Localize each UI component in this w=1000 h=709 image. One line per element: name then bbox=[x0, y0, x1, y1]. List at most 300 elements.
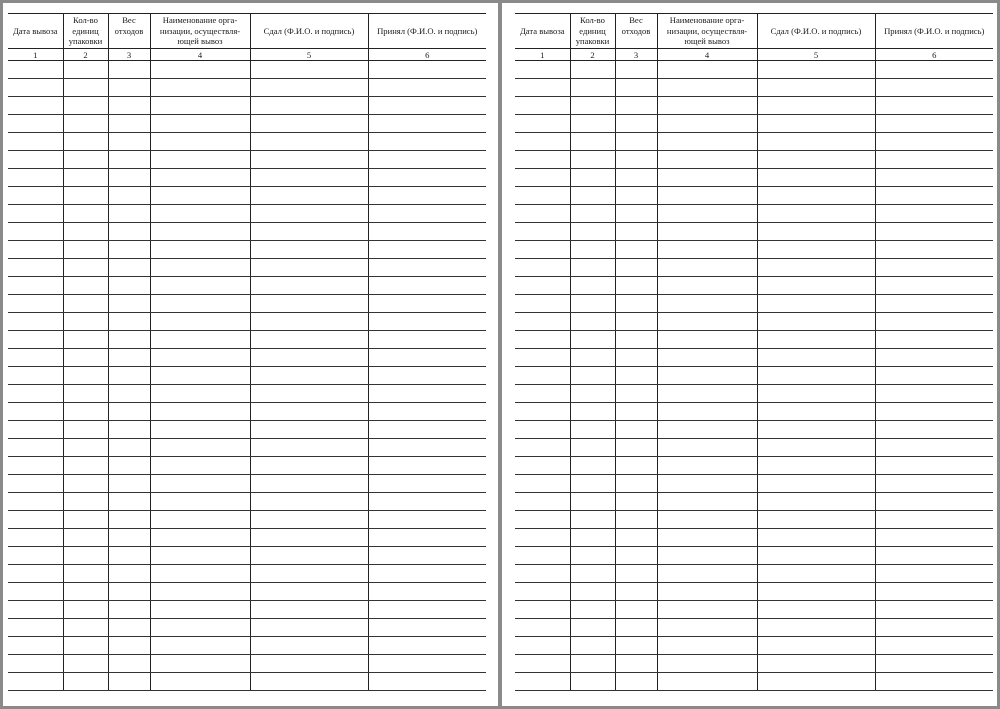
log-entry-cell bbox=[250, 223, 368, 241]
log-entry-cell bbox=[875, 349, 993, 367]
log-entry-row bbox=[515, 295, 993, 313]
log-entry-cell bbox=[515, 529, 570, 547]
log-entry-cell bbox=[368, 457, 486, 475]
log-entry-row bbox=[8, 511, 486, 529]
log-entry-row bbox=[515, 655, 993, 673]
log-entry-row bbox=[8, 61, 486, 79]
log-entry-cell bbox=[757, 475, 875, 493]
header-package-count: Кол-во единиц упаковки bbox=[570, 14, 615, 49]
log-entry-cell bbox=[8, 619, 63, 637]
log-entry-cell bbox=[250, 547, 368, 565]
log-entry-cell bbox=[63, 565, 108, 583]
log-entry-cell bbox=[250, 133, 368, 151]
log-entry-cell bbox=[63, 673, 108, 691]
column-number: 1 bbox=[515, 49, 570, 61]
log-entry-cell bbox=[757, 601, 875, 619]
log-entry-cell bbox=[368, 475, 486, 493]
log-entry-cell bbox=[8, 367, 63, 385]
log-entry-cell bbox=[250, 637, 368, 655]
log-entry-row bbox=[8, 619, 486, 637]
log-entry-cell bbox=[757, 511, 875, 529]
log-entry-cell bbox=[8, 169, 63, 187]
log-entry-cell bbox=[615, 511, 657, 529]
log-entry-cell bbox=[657, 223, 757, 241]
log-entry-cell bbox=[875, 313, 993, 331]
log-entry-cell bbox=[570, 565, 615, 583]
log-entry-cell bbox=[875, 385, 993, 403]
log-entry-row bbox=[8, 223, 486, 241]
log-entry-cell bbox=[515, 439, 570, 457]
log-entry-cell bbox=[8, 295, 63, 313]
log-entry-cell bbox=[570, 61, 615, 79]
log-entry-cell bbox=[515, 259, 570, 277]
log-entry-cell bbox=[570, 331, 615, 349]
log-entry-cell bbox=[515, 457, 570, 475]
log-entry-cell bbox=[875, 601, 993, 619]
log-entry-cell bbox=[63, 385, 108, 403]
log-entry-cell bbox=[657, 619, 757, 637]
log-entry-cell bbox=[515, 655, 570, 673]
log-entry-cell bbox=[757, 421, 875, 439]
log-entry-cell bbox=[8, 565, 63, 583]
log-entry-cell bbox=[150, 637, 250, 655]
log-entry-cell bbox=[657, 169, 757, 187]
column-number: 4 bbox=[150, 49, 250, 61]
log-entry-cell bbox=[250, 259, 368, 277]
log-entry-cell bbox=[875, 187, 993, 205]
log-entry-cell bbox=[8, 205, 63, 223]
log-entry-cell bbox=[108, 421, 150, 439]
header-waste-weight: Вес отходов bbox=[615, 14, 657, 49]
header-received: Принял (Ф.И.О. и подпись) bbox=[875, 14, 993, 49]
log-entry-cell bbox=[570, 277, 615, 295]
log-entry-cell bbox=[150, 601, 250, 619]
log-entry-row bbox=[8, 97, 486, 115]
log-entry-cell bbox=[570, 439, 615, 457]
log-entry-row bbox=[8, 403, 486, 421]
log-entry-row bbox=[8, 277, 486, 295]
log-entry-cell bbox=[657, 331, 757, 349]
log-entry-cell bbox=[615, 673, 657, 691]
header-row bbox=[8, 14, 486, 49]
log-entry-row bbox=[515, 79, 993, 97]
log-entry-row bbox=[515, 223, 993, 241]
right-page bbox=[515, 13, 993, 691]
column-number: 1 bbox=[8, 49, 63, 61]
log-entry-cell bbox=[8, 385, 63, 403]
log-entry-row bbox=[515, 115, 993, 133]
log-entry-cell bbox=[875, 475, 993, 493]
log-entry-cell bbox=[250, 349, 368, 367]
log-entry-cell bbox=[63, 133, 108, 151]
log-entry-cell bbox=[368, 79, 486, 97]
log-entry-cell bbox=[108, 133, 150, 151]
header-row bbox=[515, 14, 993, 49]
log-entry-cell bbox=[8, 97, 63, 115]
log-entry-cell bbox=[757, 565, 875, 583]
log-entry-row bbox=[8, 637, 486, 655]
log-entry-cell bbox=[8, 241, 63, 259]
log-entry-row bbox=[515, 493, 993, 511]
log-entry-cell bbox=[108, 241, 150, 259]
log-entry-cell bbox=[63, 529, 108, 547]
log-entry-cell bbox=[615, 583, 657, 601]
log-entry-cell bbox=[150, 457, 250, 475]
log-entry-row bbox=[8, 331, 486, 349]
log-entry-row bbox=[8, 601, 486, 619]
log-entry-row bbox=[8, 367, 486, 385]
log-entry-cell bbox=[250, 385, 368, 403]
log-entry-cell bbox=[250, 655, 368, 673]
log-entry-cell bbox=[8, 133, 63, 151]
page-divider bbox=[498, 0, 502, 709]
log-entry-cell bbox=[150, 205, 250, 223]
log-entry-cell bbox=[368, 205, 486, 223]
log-entry-cell bbox=[615, 367, 657, 385]
log-entry-cell bbox=[108, 529, 150, 547]
column-number: 3 bbox=[108, 49, 150, 61]
log-entry-cell bbox=[63, 601, 108, 619]
log-entry-row bbox=[8, 259, 486, 277]
log-entry-cell bbox=[570, 655, 615, 673]
log-entry-cell bbox=[108, 367, 150, 385]
log-entry-row bbox=[515, 385, 993, 403]
log-entry-cell bbox=[63, 655, 108, 673]
column-number: 5 bbox=[250, 49, 368, 61]
log-entry-cell bbox=[108, 655, 150, 673]
log-entry-cell bbox=[368, 295, 486, 313]
log-entry-cell bbox=[250, 79, 368, 97]
log-entry-cell bbox=[515, 223, 570, 241]
log-entry-cell bbox=[150, 403, 250, 421]
log-entry-cell bbox=[150, 331, 250, 349]
log-entry-row bbox=[515, 673, 993, 691]
log-entry-cell bbox=[875, 115, 993, 133]
log-entry-cell bbox=[515, 673, 570, 691]
column-number: 2 bbox=[570, 49, 615, 61]
log-entry-cell bbox=[108, 637, 150, 655]
log-entry-cell bbox=[570, 97, 615, 115]
log-entry-cell bbox=[368, 655, 486, 673]
log-entry-cell bbox=[657, 61, 757, 79]
log-entry-cell bbox=[515, 403, 570, 421]
log-entry-cell bbox=[250, 673, 368, 691]
log-entry-cell bbox=[615, 493, 657, 511]
log-entry-row bbox=[515, 529, 993, 547]
log-entry-cell bbox=[150, 439, 250, 457]
header-export-date: Дата вывоза bbox=[515, 14, 570, 49]
log-entry-cell bbox=[250, 439, 368, 457]
log-entry-cell bbox=[515, 61, 570, 79]
log-entry-cell bbox=[108, 475, 150, 493]
log-entry-cell bbox=[657, 349, 757, 367]
log-entry-cell bbox=[8, 331, 63, 349]
log-entry-cell bbox=[757, 97, 875, 115]
log-entry-cell bbox=[657, 601, 757, 619]
log-entry-cell bbox=[875, 331, 993, 349]
log-entry-cell bbox=[63, 187, 108, 205]
log-entry-cell bbox=[515, 583, 570, 601]
log-entry-cell bbox=[570, 223, 615, 241]
log-entry-row bbox=[8, 313, 486, 331]
log-entry-cell bbox=[515, 421, 570, 439]
log-entry-cell bbox=[657, 655, 757, 673]
log-entry-cell bbox=[875, 619, 993, 637]
log-entry-cell bbox=[515, 385, 570, 403]
log-entry-cell bbox=[250, 367, 368, 385]
log-entry-cell bbox=[250, 493, 368, 511]
log-entry-cell bbox=[150, 349, 250, 367]
log-entry-row bbox=[8, 475, 486, 493]
log-entry-cell bbox=[63, 277, 108, 295]
log-entry-cell bbox=[757, 187, 875, 205]
log-entry-cell bbox=[368, 97, 486, 115]
log-entry-row bbox=[8, 241, 486, 259]
log-entry-cell bbox=[368, 565, 486, 583]
column-number: 4 bbox=[657, 49, 757, 61]
log-entry-cell bbox=[63, 259, 108, 277]
log-entry-cell bbox=[108, 61, 150, 79]
log-entry-cell bbox=[250, 475, 368, 493]
log-entry-cell bbox=[615, 97, 657, 115]
log-entry-cell bbox=[63, 493, 108, 511]
log-entry-row bbox=[515, 439, 993, 457]
log-entry-cell bbox=[515, 331, 570, 349]
log-entry-cell bbox=[875, 637, 993, 655]
log-entry-cell bbox=[368, 637, 486, 655]
log-entry-cell bbox=[250, 619, 368, 637]
log-entry-cell bbox=[757, 367, 875, 385]
log-entry-row bbox=[515, 475, 993, 493]
log-entry-cell bbox=[615, 655, 657, 673]
log-entry-cell bbox=[250, 511, 368, 529]
header-handed-over: Сдал (Ф.И.О. и подпись) bbox=[250, 14, 368, 49]
log-entry-row bbox=[515, 637, 993, 655]
log-entry-cell bbox=[250, 241, 368, 259]
log-entry-cell bbox=[570, 205, 615, 223]
log-entry-cell bbox=[8, 493, 63, 511]
log-entry-cell bbox=[757, 169, 875, 187]
log-entry-row bbox=[515, 565, 993, 583]
log-entry-cell bbox=[150, 385, 250, 403]
log-entry-cell bbox=[875, 151, 993, 169]
log-entry-cell bbox=[250, 61, 368, 79]
log-entry-cell bbox=[615, 295, 657, 313]
log-entry-cell bbox=[368, 439, 486, 457]
log-entry-cell bbox=[570, 421, 615, 439]
log-entry-row bbox=[515, 601, 993, 619]
log-entry-row bbox=[515, 547, 993, 565]
log-entry-cell bbox=[150, 673, 250, 691]
log-entry-cell bbox=[515, 205, 570, 223]
log-entry-cell bbox=[63, 97, 108, 115]
log-entry-cell bbox=[108, 223, 150, 241]
log-entry-cell bbox=[108, 151, 150, 169]
log-entry-cell bbox=[250, 565, 368, 583]
log-entry-cell bbox=[615, 349, 657, 367]
log-entry-cell bbox=[108, 601, 150, 619]
column-number-row bbox=[8, 49, 486, 61]
log-entry-row bbox=[515, 457, 993, 475]
log-entry-cell bbox=[615, 475, 657, 493]
log-entry-cell bbox=[757, 133, 875, 151]
log-entry-cell bbox=[615, 331, 657, 349]
log-entry-row bbox=[515, 151, 993, 169]
log-entry-cell bbox=[150, 169, 250, 187]
log-entry-cell bbox=[8, 547, 63, 565]
log-entry-cell bbox=[570, 115, 615, 133]
log-entry-cell bbox=[368, 61, 486, 79]
log-entry-cell bbox=[250, 457, 368, 475]
log-entry-cell bbox=[757, 205, 875, 223]
log-entry-cell bbox=[368, 331, 486, 349]
log-entry-cell bbox=[570, 529, 615, 547]
log-entry-cell bbox=[108, 583, 150, 601]
log-entry-cell bbox=[8, 79, 63, 97]
log-entry-row bbox=[515, 169, 993, 187]
log-entry-cell bbox=[615, 601, 657, 619]
log-entry-cell bbox=[368, 601, 486, 619]
log-entry-row bbox=[515, 331, 993, 349]
log-entry-cell bbox=[657, 151, 757, 169]
log-entry-cell bbox=[615, 259, 657, 277]
log-entry-cell bbox=[875, 367, 993, 385]
log-entry-cell bbox=[875, 493, 993, 511]
log-entry-cell bbox=[368, 403, 486, 421]
log-entry-cell bbox=[570, 187, 615, 205]
log-entry-cell bbox=[368, 115, 486, 133]
log-entry-cell bbox=[150, 583, 250, 601]
log-entry-cell bbox=[657, 367, 757, 385]
log-entry-cell bbox=[250, 601, 368, 619]
log-entry-cell bbox=[757, 583, 875, 601]
log-entry-cell bbox=[657, 565, 757, 583]
log-entry-cell bbox=[150, 421, 250, 439]
log-entry-cell bbox=[657, 673, 757, 691]
log-entry-cell bbox=[875, 421, 993, 439]
log-entry-cell bbox=[570, 295, 615, 313]
header-waste-weight: Вес отходов bbox=[108, 14, 150, 49]
log-entry-cell bbox=[63, 79, 108, 97]
column-number: 2 bbox=[63, 49, 108, 61]
log-entry-cell bbox=[368, 187, 486, 205]
log-entry-cell bbox=[657, 529, 757, 547]
log-entry-cell bbox=[515, 79, 570, 97]
log-entry-cell bbox=[63, 511, 108, 529]
log-entry-cell bbox=[108, 385, 150, 403]
log-entry-row bbox=[8, 385, 486, 403]
log-entry-cell bbox=[615, 61, 657, 79]
log-entry-cell bbox=[615, 403, 657, 421]
log-entry-cell bbox=[757, 349, 875, 367]
log-entry-cell bbox=[108, 619, 150, 637]
log-entry-cell bbox=[757, 385, 875, 403]
log-entry-cell bbox=[515, 187, 570, 205]
log-entry-cell bbox=[63, 313, 108, 331]
log-entry-cell bbox=[515, 97, 570, 115]
log-entry-row bbox=[515, 205, 993, 223]
log-entry-cell bbox=[875, 205, 993, 223]
log-entry-cell bbox=[875, 277, 993, 295]
log-entry-cell bbox=[150, 133, 250, 151]
log-entry-cell bbox=[150, 79, 250, 97]
log-entry-row bbox=[8, 439, 486, 457]
log-entry-row bbox=[515, 259, 993, 277]
log-entry-cell bbox=[108, 349, 150, 367]
log-entry-cell bbox=[615, 565, 657, 583]
log-entry-cell bbox=[368, 421, 486, 439]
log-entry-cell bbox=[150, 655, 250, 673]
log-entry-cell bbox=[150, 223, 250, 241]
log-entry-cell bbox=[8, 637, 63, 655]
log-entry-cell bbox=[368, 277, 486, 295]
log-entry-cell bbox=[515, 295, 570, 313]
log-entry-cell bbox=[515, 115, 570, 133]
log-entry-cell bbox=[615, 313, 657, 331]
log-entry-row bbox=[8, 655, 486, 673]
log-entry-cell bbox=[657, 133, 757, 151]
column-number: 5 bbox=[757, 49, 875, 61]
header-carrier-organization: Наименование орга-низации, осуществля-ющей вывоз bbox=[657, 14, 757, 49]
log-entry-cell bbox=[515, 133, 570, 151]
log-entry-cell bbox=[150, 97, 250, 115]
log-entry-cell bbox=[657, 79, 757, 97]
log-entry-cell bbox=[63, 439, 108, 457]
log-entry-cell bbox=[615, 151, 657, 169]
log-entry-cell bbox=[757, 115, 875, 133]
log-entry-cell bbox=[368, 547, 486, 565]
log-entry-cell bbox=[515, 313, 570, 331]
log-entry-cell bbox=[615, 529, 657, 547]
log-entry-cell bbox=[657, 493, 757, 511]
log-entry-cell bbox=[368, 241, 486, 259]
log-entry-cell bbox=[63, 169, 108, 187]
log-entry-cell bbox=[250, 115, 368, 133]
log-entry-cell bbox=[757, 151, 875, 169]
log-entry-cell bbox=[63, 403, 108, 421]
log-entry-cell bbox=[108, 259, 150, 277]
log-entry-cell bbox=[8, 277, 63, 295]
log-entry-cell bbox=[150, 241, 250, 259]
log-entry-cell bbox=[757, 223, 875, 241]
log-entry-cell bbox=[657, 457, 757, 475]
log-entry-cell bbox=[515, 151, 570, 169]
column-number: 3 bbox=[615, 49, 657, 61]
log-entry-cell bbox=[150, 259, 250, 277]
log-entry-cell bbox=[757, 277, 875, 295]
log-entry-cell bbox=[150, 565, 250, 583]
log-entry-cell bbox=[515, 367, 570, 385]
log-entry-cell bbox=[150, 511, 250, 529]
log-entry-cell bbox=[150, 475, 250, 493]
log-entry-cell bbox=[875, 79, 993, 97]
log-entry-cell bbox=[615, 115, 657, 133]
log-entry-cell bbox=[150, 115, 250, 133]
log-entry-cell bbox=[615, 133, 657, 151]
log-entry-cell bbox=[875, 223, 993, 241]
log-entry-cell bbox=[615, 637, 657, 655]
waste-log-table bbox=[515, 13, 993, 691]
log-entry-cell bbox=[570, 169, 615, 187]
column-number: 6 bbox=[368, 49, 486, 61]
log-entry-cell bbox=[757, 673, 875, 691]
log-entry-cell bbox=[875, 295, 993, 313]
waste-log-table bbox=[8, 13, 486, 691]
log-entry-cell bbox=[875, 529, 993, 547]
log-entry-cell bbox=[570, 313, 615, 331]
log-entry-cell bbox=[368, 223, 486, 241]
log-entry-cell bbox=[63, 331, 108, 349]
